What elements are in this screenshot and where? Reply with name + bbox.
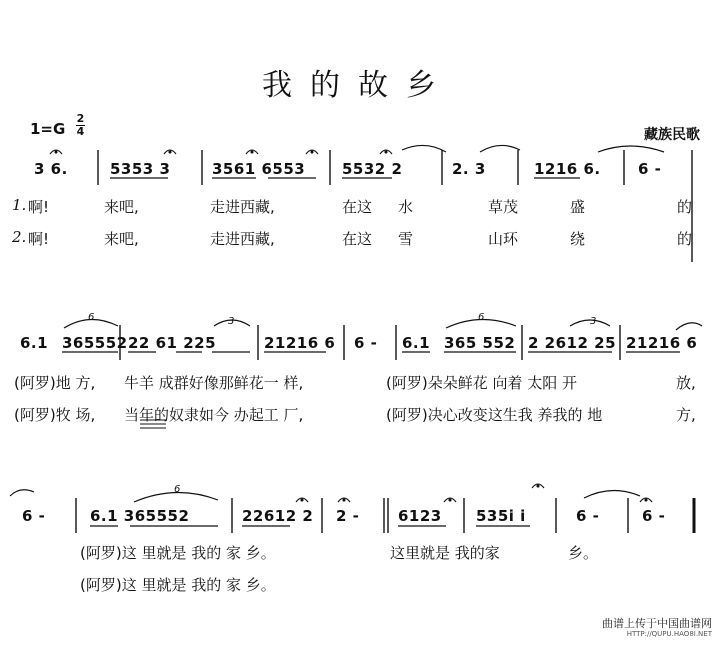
row3-barlines	[76, 498, 694, 533]
svg-text:6: 6	[174, 484, 181, 495]
footer-site-name: 曲谱上传于中国曲谱网	[602, 617, 712, 630]
lyric-text: (阿罗)这 里就是 我的 家 乡。	[80, 576, 276, 594]
lyric-text: (阿罗)地 方,	[14, 374, 96, 392]
note-group: 6123	[398, 507, 442, 525]
key-signature: 1=G	[30, 120, 66, 138]
note-group: 535i i	[476, 507, 526, 525]
lyric-text: 草茂	[488, 198, 519, 216]
lyric-text: 山环	[488, 230, 519, 248]
note-group: 2. 3	[452, 160, 486, 178]
meter-bottom: 4	[76, 125, 85, 138]
note-group: 6 -	[638, 160, 662, 178]
lyric-text: 走进西藏,	[210, 230, 275, 248]
tuplet-marks	[88, 312, 596, 495]
lyric-text: 来吧,	[104, 198, 139, 216]
note-group: 21216 6	[626, 334, 698, 352]
lyric-text: 来吧,	[104, 230, 139, 248]
svg-text:3: 3	[590, 316, 597, 327]
note-group: 5353 3	[110, 160, 171, 178]
lyric-text: 盛	[570, 198, 586, 216]
lyric-text: 走进西藏,	[210, 198, 275, 216]
verse-number: 1.	[12, 196, 27, 214]
row3-beams	[90, 490, 640, 526]
lyric-text: 啊!	[28, 230, 50, 248]
lyric-text: 在这	[342, 198, 373, 216]
row2-barlines	[120, 325, 620, 360]
fermata-icons	[50, 150, 652, 502]
lyric-text: (阿罗)朵朵鲜花 向着 太阳 开	[386, 374, 578, 392]
svg-text:3: 3	[228, 316, 235, 327]
note-group: 1216 6.	[534, 160, 601, 178]
footer-url: HTTP://QUPU.HAO8I.NET	[626, 630, 712, 638]
lyric-text: 的	[677, 198, 693, 216]
genre-label: 藏族民歌	[644, 127, 700, 143]
note-group: 22 61 225	[128, 334, 217, 352]
meter-top: 2	[76, 112, 85, 125]
song-title: 我的故乡	[262, 68, 454, 103]
note-group: 2 -	[336, 507, 360, 525]
row1-barlines	[98, 150, 692, 262]
footer-watermark	[602, 618, 712, 640]
lyric-text: 的	[677, 230, 693, 248]
lyric-underlines	[140, 420, 166, 428]
note-group: 2 2612 25	[528, 334, 617, 352]
note-group: 6 -	[22, 507, 46, 525]
note-group: 6 -	[576, 507, 600, 525]
note-group: 3561 6553	[212, 160, 306, 178]
lyric-text: (阿罗)牧 场,	[14, 406, 96, 424]
note-group: 6.1	[402, 334, 431, 352]
note-group: 3 6.	[34, 160, 68, 178]
svg-text:6: 6	[478, 312, 485, 323]
lyric-text: 雪	[398, 230, 414, 248]
lyric-text: 绕	[570, 230, 586, 248]
lyric-text: 这里就是 我的家	[390, 544, 500, 562]
lyric-text: 啊!	[28, 198, 50, 216]
note-group: 6.1 365552	[90, 507, 190, 525]
lyric-text: (阿罗)这 里就是 我的 家 乡。	[80, 544, 276, 562]
lyric-text: 水	[398, 198, 414, 216]
note-group: 21216 6	[264, 334, 336, 352]
lyric-text: 方,	[676, 406, 696, 424]
svg-text:6: 6	[88, 312, 95, 323]
note-group: 5532 2	[342, 160, 403, 178]
row2-beams	[10, 319, 702, 496]
note-group: 22612 2	[242, 507, 314, 525]
lyric-text: 牛羊 成群好像那鲜花一 样,	[124, 374, 304, 392]
lyric-text: 在这	[342, 230, 373, 248]
note-group: 6 -	[642, 507, 666, 525]
lyric-text: (阿罗)决心改变这生我 养我的 地	[386, 406, 603, 424]
note-group: 365 552	[444, 334, 516, 352]
lyric-text: 乡。	[568, 544, 599, 562]
lyric-text: 当年的奴隶如今 办起工 厂,	[124, 406, 304, 424]
note-group: 365552	[62, 334, 128, 352]
note-group: 6 -	[354, 334, 378, 352]
note-group: 6.1	[20, 334, 49, 352]
verse-number: 2.	[12, 228, 27, 246]
lyric-text: 放,	[676, 374, 696, 392]
